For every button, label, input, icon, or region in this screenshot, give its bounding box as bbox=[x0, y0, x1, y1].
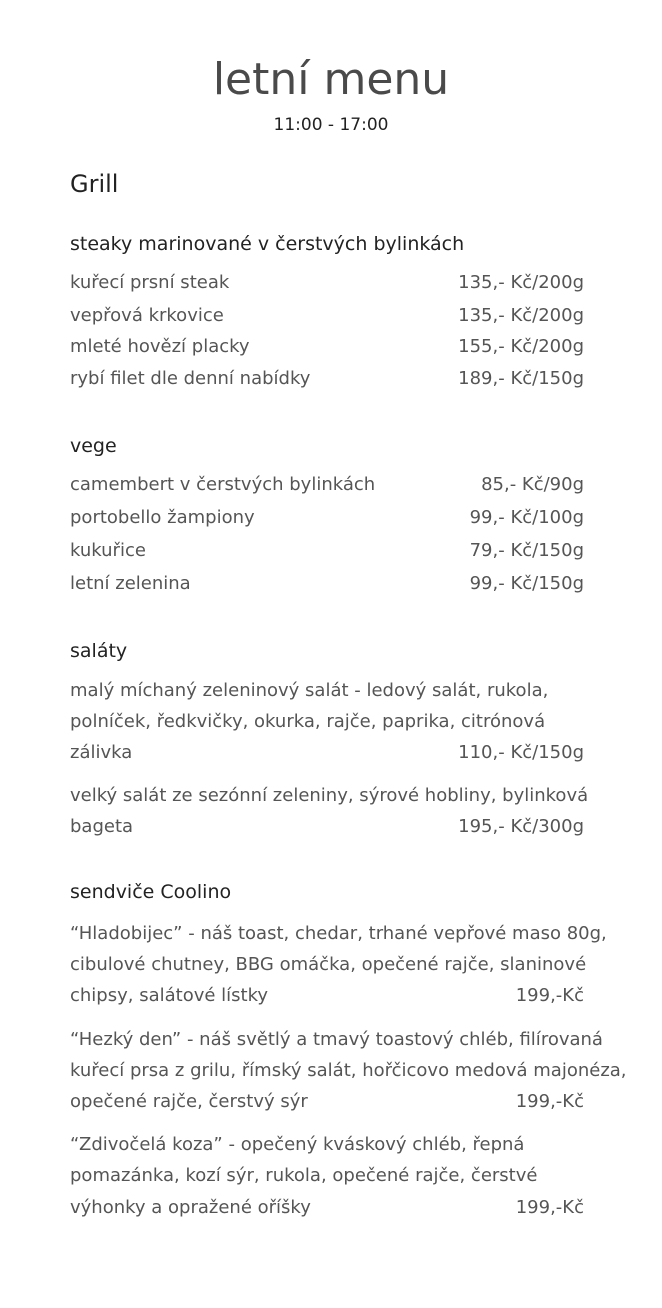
menu-item-price: 135,- Kč/200g bbox=[458, 272, 584, 293]
salad-description-line: malý míchaný zeleninový salát - ledový salát, rukola, bbox=[70, 680, 549, 701]
menu-item-name: mleté hovězí placky bbox=[70, 336, 250, 357]
salad-description-line: polníček, ředkvičky, okurka, rajče, paprika, citrónová bbox=[70, 711, 546, 732]
menu-item-price: 110,- Kč/150g bbox=[458, 742, 584, 763]
menu-item-name: camembert v čerstvých bylinkách bbox=[70, 474, 376, 495]
menu-item-price: 79,- Kč/150g bbox=[469, 540, 584, 561]
subsection-heading-vege: vege bbox=[70, 435, 117, 457]
menu-item-price: 195,- Kč/300g bbox=[458, 816, 584, 837]
opening-hours: 11:00 - 17:00 bbox=[273, 115, 389, 135]
sandwich-description-line: chipsy, salátové lístky bbox=[70, 985, 269, 1006]
section-heading-grill: Grill bbox=[70, 170, 119, 198]
menu-item-name: kukuřice bbox=[70, 540, 146, 561]
salad-description-line: velký salát ze sezónní zeleniny, sýrové hobliny, bylinková bbox=[70, 785, 589, 806]
menu-item-price: 199,-Kč bbox=[515, 985, 584, 1006]
sandwich-description-line: “Hezký den” - náš světlý a tmavý toastový chléb, filírovaná bbox=[70, 1029, 603, 1050]
sandwich-description-line: “Hladobijec” - náš toast, chedar, trhané vepřové maso 80g, bbox=[70, 923, 607, 944]
sandwich-description-line: “Zdivočelá koza” - opečený kváskový chléb, řepná bbox=[70, 1134, 525, 1155]
menu-item-name: rybí filet dle denní nabídky bbox=[70, 368, 311, 389]
section-heading-salaty: saláty bbox=[70, 640, 128, 662]
menu-item-price: 155,- Kč/200g bbox=[458, 336, 584, 357]
menu-item-price: 189,- Kč/150g bbox=[458, 368, 584, 389]
sandwich-description-line: pomazánka, kozí sýr, rukola, opečené rajče, čerstvé bbox=[70, 1165, 538, 1186]
page-title: letní menu bbox=[212, 54, 450, 105]
menu-item-price: 99,- Kč/100g bbox=[469, 507, 584, 528]
menu-item-name: kuřecí prsní steak bbox=[70, 272, 230, 293]
menu-item-price: 135,- Kč/200g bbox=[458, 305, 584, 326]
sandwich-description-line: kuřecí prsa z grilu, římský salát, hořčicovo medová majonéza, bbox=[70, 1060, 627, 1081]
menu-item-price: 99,- Kč/150g bbox=[469, 573, 584, 594]
menu-item-price: 85,- Kč/90g bbox=[481, 474, 584, 495]
section-heading-sendvice: sendviče Coolino bbox=[70, 881, 232, 903]
sandwich-description-line: opečené rajče, čerstvý sýr bbox=[70, 1091, 308, 1112]
subsection-heading-steaky: steaky marinované v čerstvých bylinkách bbox=[70, 233, 465, 255]
menu-item-price: 199,-Kč bbox=[515, 1197, 584, 1218]
menu-item-price: 199,-Kč bbox=[515, 1091, 584, 1112]
menu-item-name: vepřová krkovice bbox=[70, 305, 224, 326]
sandwich-description-line: cibulové chutney, BBG omáčka, opečené rajče, slaninové bbox=[70, 954, 587, 975]
salad-description-line: bageta bbox=[70, 816, 134, 837]
sandwich-description-line: výhonky a opražené oříšky bbox=[70, 1197, 311, 1218]
menu-item-name: portobello žampiony bbox=[70, 507, 255, 528]
salad-description-line: zálivka bbox=[70, 742, 133, 763]
menu-item-name: letní zelenina bbox=[70, 573, 191, 594]
